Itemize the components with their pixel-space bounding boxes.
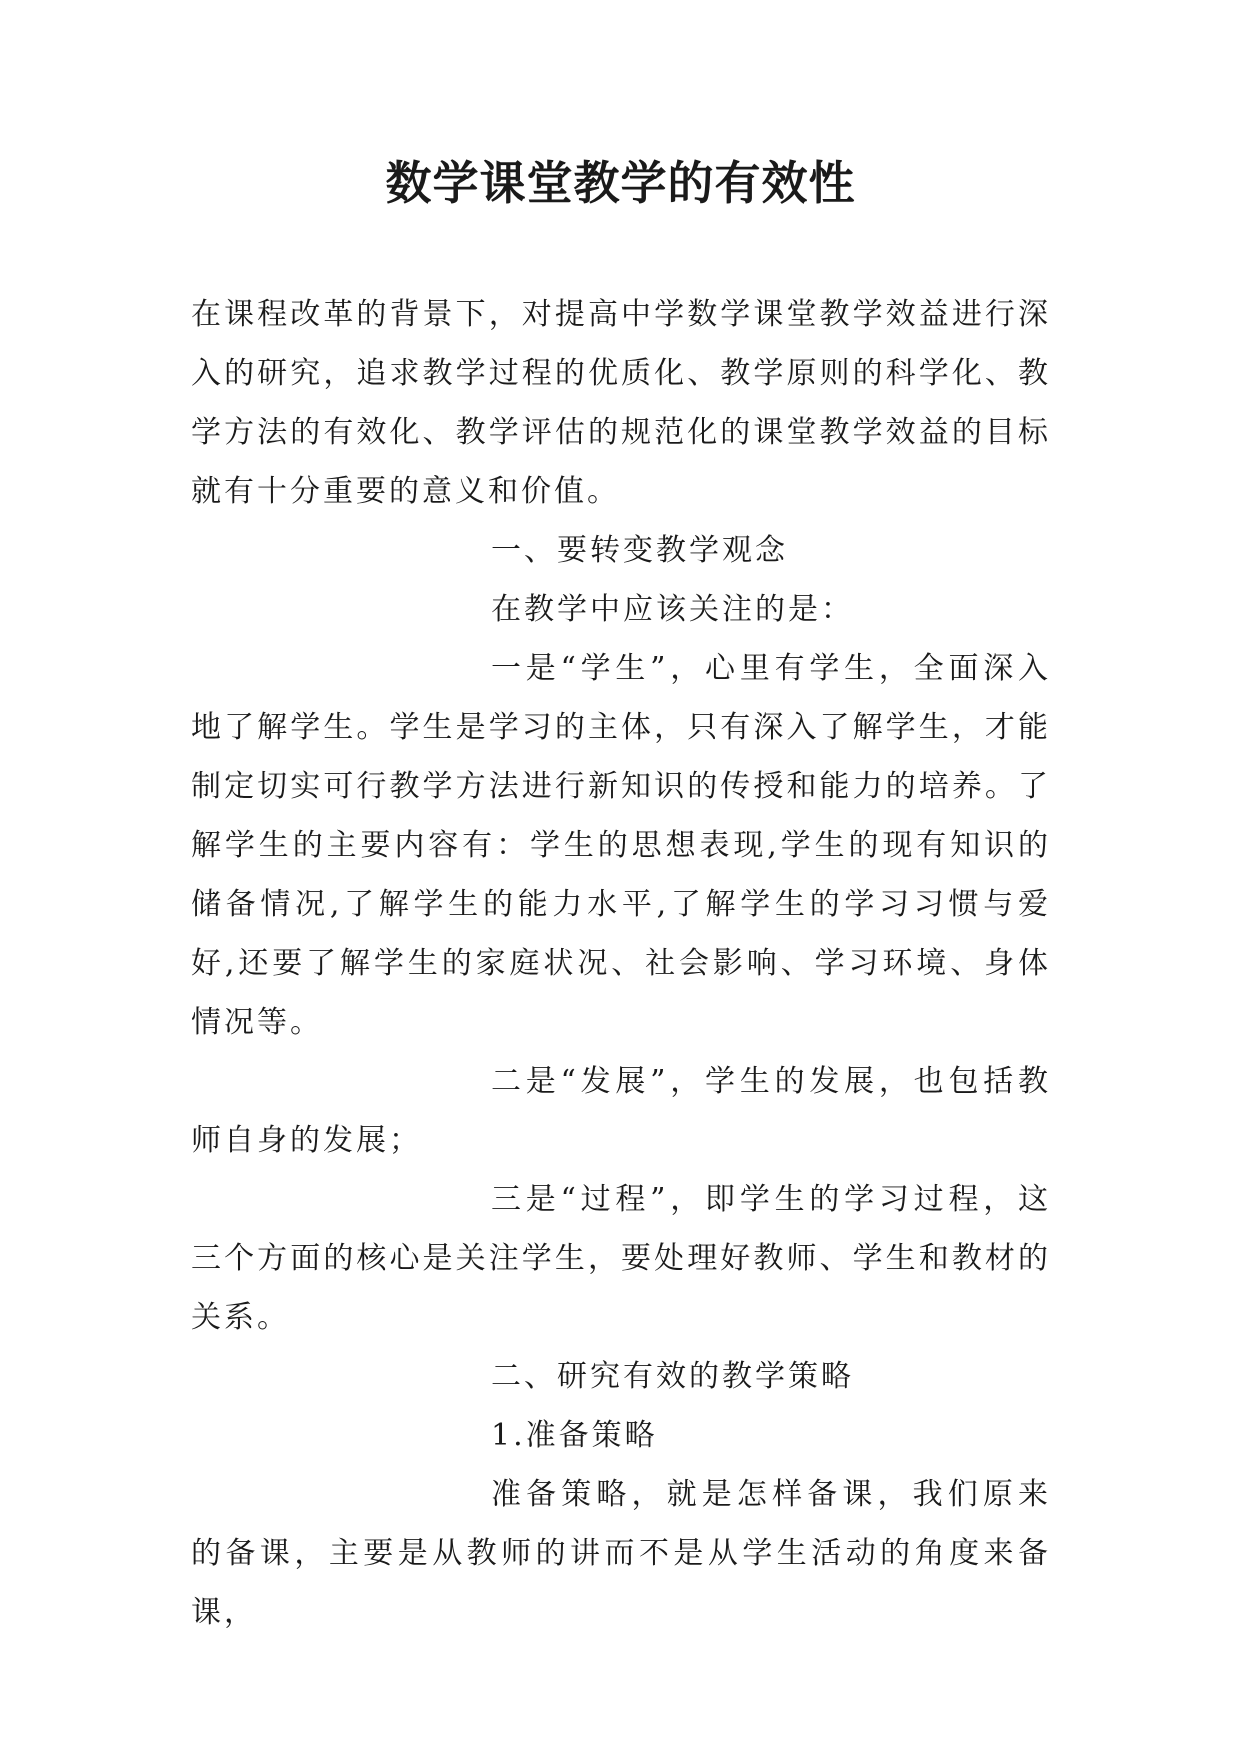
intro-paragraph: 在课程改革的背景下，对提高中学数学课堂教学效益进行深入的研究，追求教学过程的优质化、教学原则的科学化、教学方法的有效化、教学评估的规范化的课堂教学效益的目标就有十分重要的意义和价值。 — [191, 297, 1051, 509]
document-body — [191, 285, 1051, 1642]
point-development-paragraph: 二是“发展”，学生的发展，也包括教师自身的发展； — [191, 1064, 1051, 1158]
point-process-paragraph: 三是“过程”，即学生的学习过程，这三个方面的核心是关注学生，要处理好教师、学生和教材的关系。 — [191, 1182, 1051, 1335]
point-students-paragraph: 一是“学生”，心里有学生，全面深入地了解学生。学生是学习的主体，只有深入了解学生，才能制定切实可行教学方法进行新知识的传授和能力的培养。了解学生的主要内容有：学生的思想表现,学生的现有知识的储备情况,了解学生的能力水平,了解学生的学习习惯与爱好,还要了解学生的家庭状况、社会影响、学习环境、身体情况等。 — [191, 651, 1051, 1040]
preparation-strategy-paragraph: 准备策略，就是怎样备课，我们原来的备课，主要是从教师的讲而不是从学生活动的角度来备课， — [191, 1477, 1051, 1630]
section-heading-2: 二、研究有效的教学策略 — [491, 1359, 854, 1394]
section-heading-1: 一、要转变教学观念 — [491, 533, 788, 568]
lead-in-line: 在教学中应该关注的是： — [491, 592, 854, 627]
document-title: 数学课堂教学的有效性 — [385, 156, 856, 210]
subsection-heading-1: 1.准备策略 — [491, 1418, 658, 1453]
